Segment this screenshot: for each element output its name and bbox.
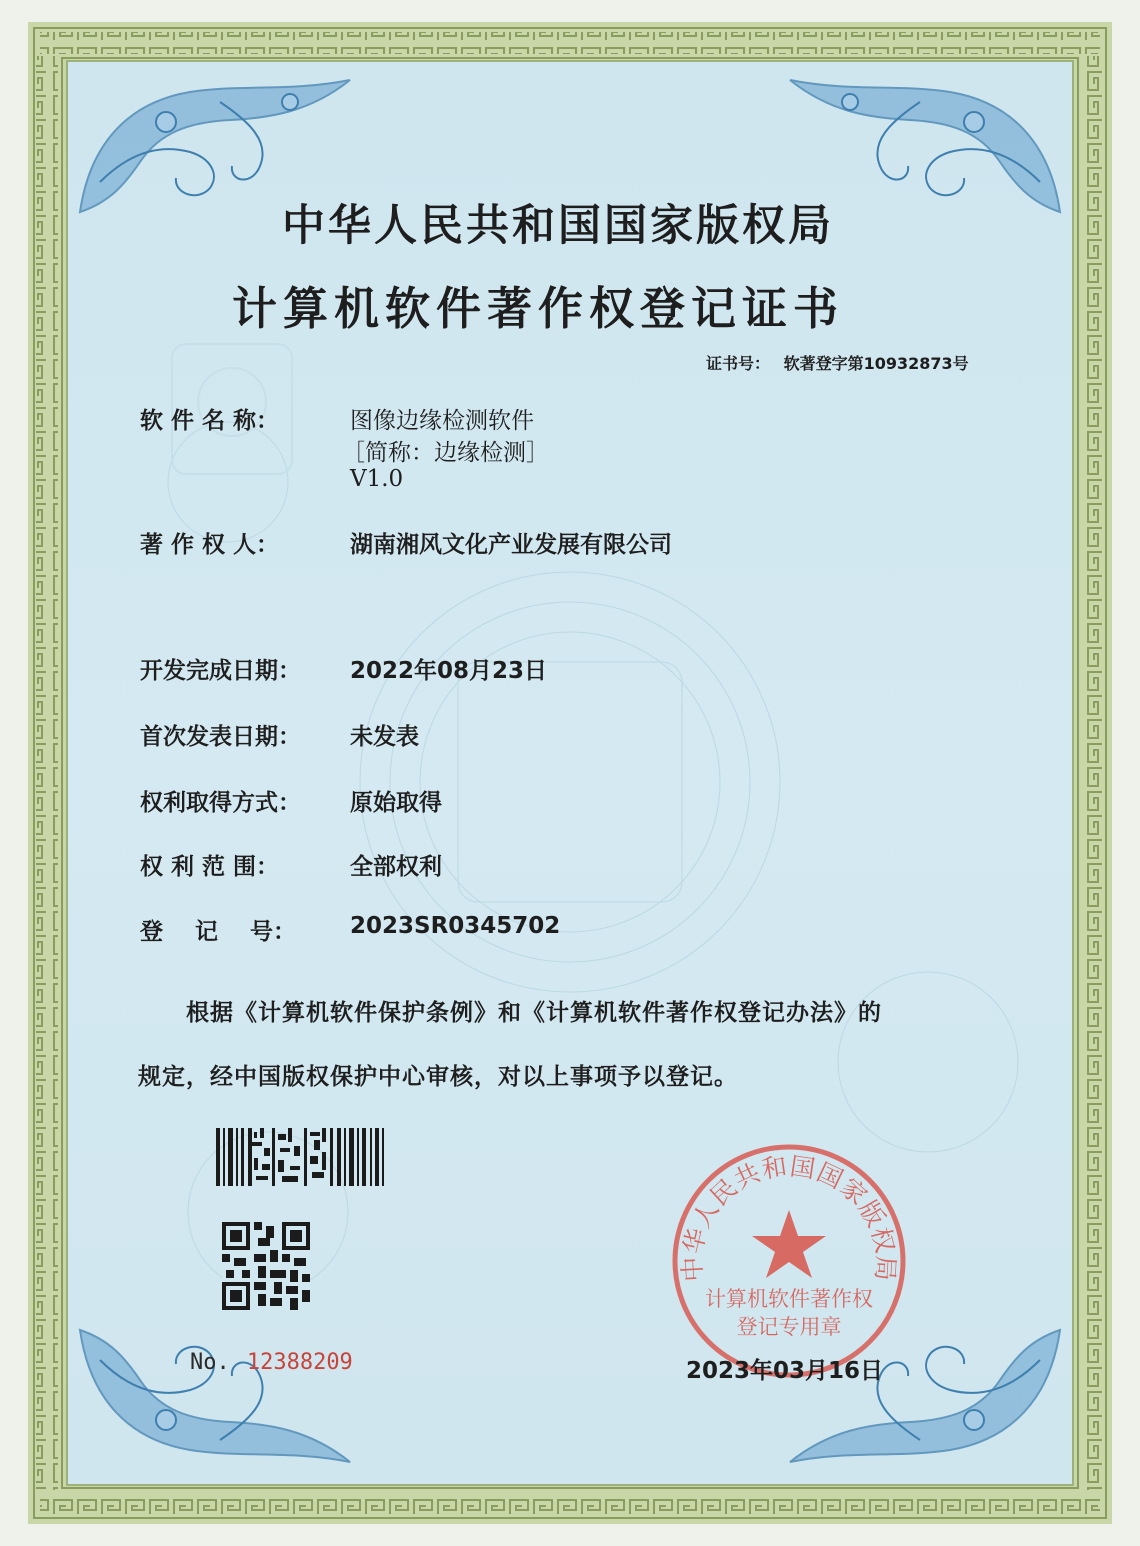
registration-number: 2023SR0345702 [350,913,561,939]
official-seal [664,1136,914,1386]
software-version: V1.0 [350,466,404,492]
statement-line-1: 根据《计算机软件保护条例》和《计算机软件著作权登记办法》的 [186,1000,882,1026]
copyright-owner: 湖南湘风文化产业发展有限公司 [350,532,672,558]
cert-number [706,351,969,374]
seal-star-icon [752,1210,826,1278]
software-short-name: ［简称：边缘检测］ [342,440,549,466]
barcode [216,1128,384,1186]
issuer-title: 中华人民共和国国家版权局 [282,201,834,251]
bottom-left-ornament [70,1310,370,1480]
field-label-completion-date: 开发完成日期： [140,658,301,684]
field-label-acquisition-method: 权利取得方式： [140,790,301,816]
completion-date: 2022年08月23日 [350,658,548,684]
serial-number [190,1350,353,1375]
cert-number-value: 软著登字第10932873号 [783,354,969,373]
field-label-rights-scope: 权 利 范 围： [140,854,280,880]
rights-scope: 全部权利 [350,854,442,880]
certificate-title: 计算机软件著作权登记证书 [232,282,845,335]
statement-line-2: 规定，经中国版权保护中心审核，对以上事项予以登记。 [138,1064,738,1090]
serial-value: 12388209 [246,1350,353,1375]
acquisition-method: 原始取得 [350,790,442,816]
field-label-copyright-owner: 著 作 权 人： [140,532,280,558]
seal-inner-line-1: 计算机软件著作权 [705,1287,873,1311]
software-name: 图像边缘检测软件 [350,408,534,434]
qr-code [222,1222,310,1310]
first-publication: 未发表 [350,724,419,750]
field-label-registration-number: 登 记 号： [140,919,297,945]
issue-date: 2023年03月16日 [686,1358,884,1384]
serial-prefix: No. [190,1350,230,1375]
field-label-software-name: 软 件 名 称： [140,408,280,434]
seal-outer-text: 中华人民共和国国家版权局 [677,1151,901,1283]
seal-inner-line-2: 登记专用章 [736,1315,842,1339]
cert-number-label: 证书号： [706,354,771,373]
field-label-first-publication: 首次发表日期： [140,724,301,750]
